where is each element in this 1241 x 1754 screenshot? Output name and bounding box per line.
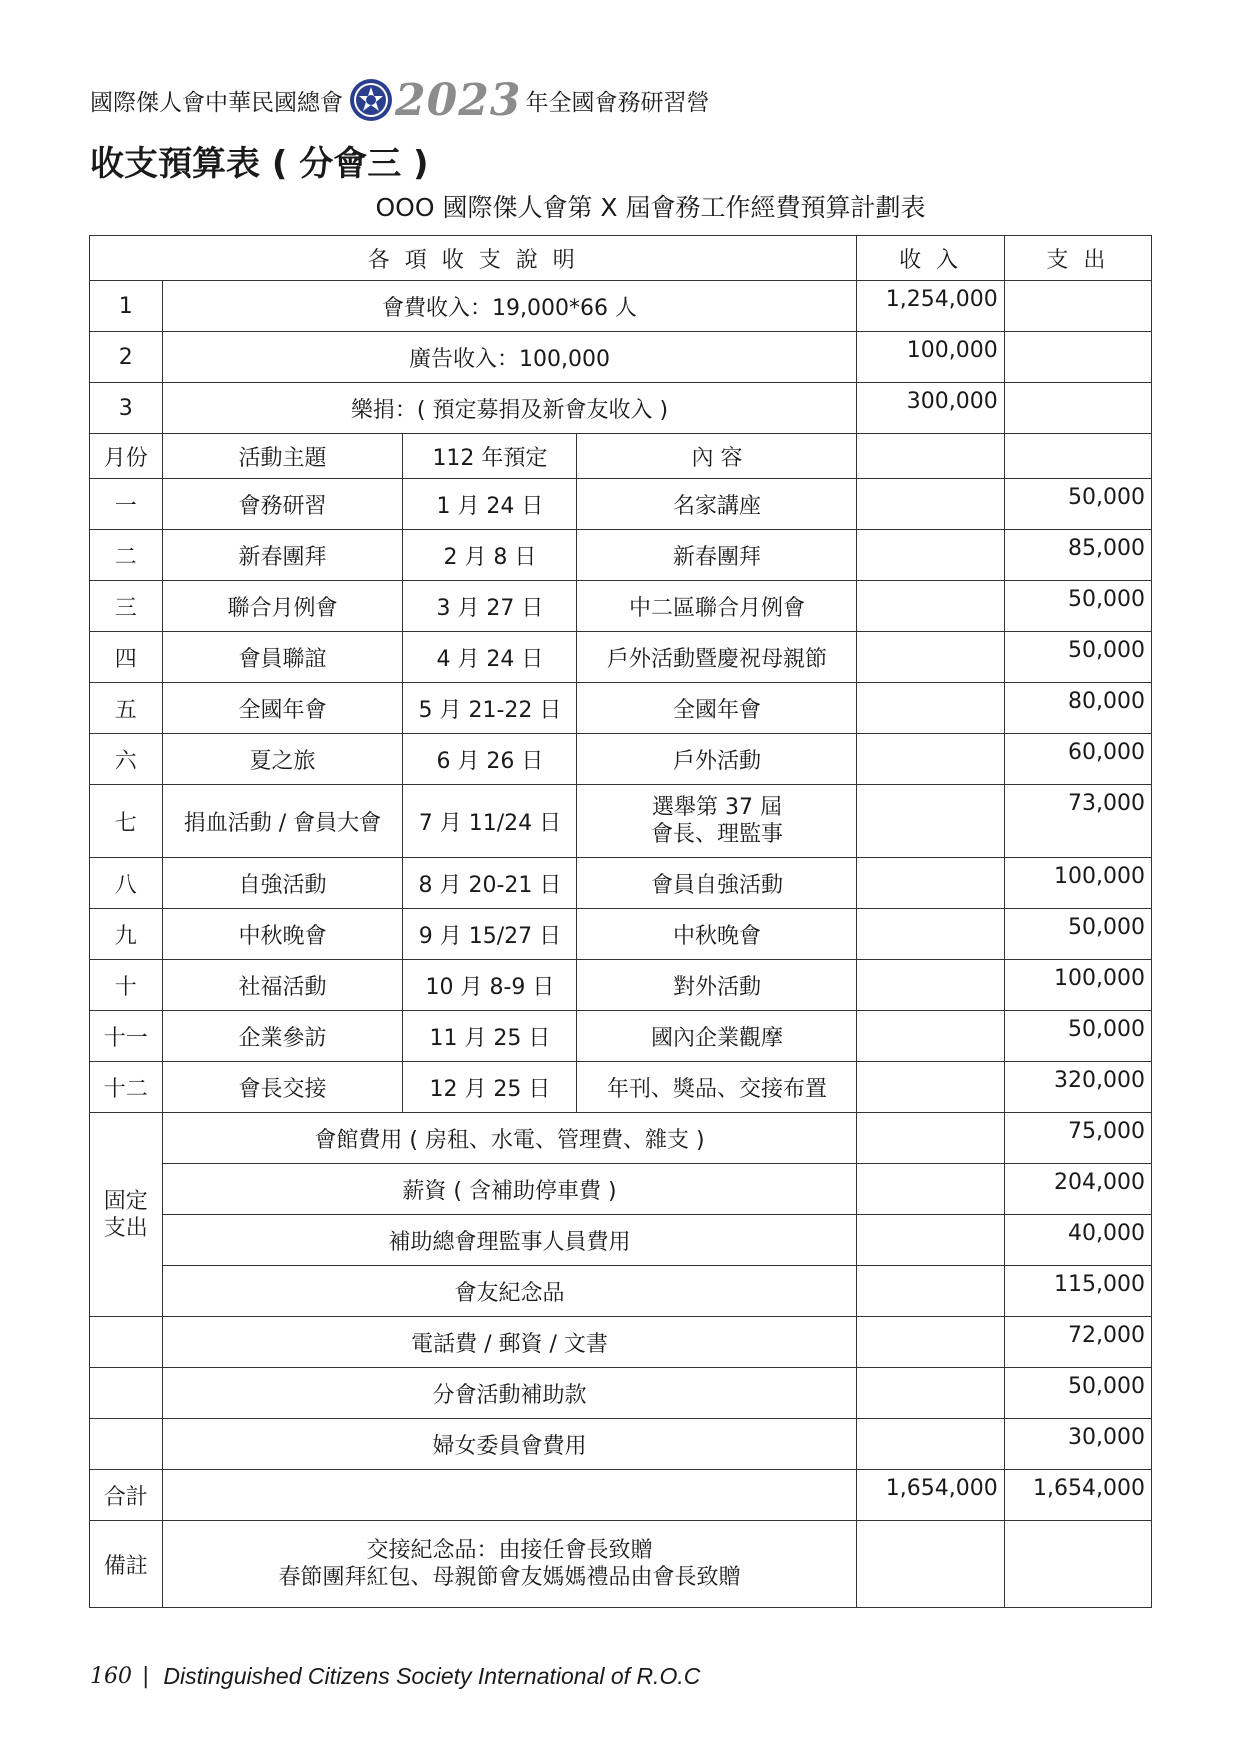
activity-content-line: 新春團拜 (672, 544, 761, 570)
header-expense: 支 出 (1004, 236, 1151, 281)
income-amount-empty (857, 479, 1004, 530)
other-expense-row (90, 1317, 1152, 1368)
row-label-empty (90, 1419, 163, 1470)
activity-row (90, 1062, 1152, 1113)
note-row (90, 1521, 1152, 1608)
activity-row (90, 479, 1152, 530)
activity-content-line: 名家講座 (672, 493, 761, 519)
activity-date: 11 月 25 日 (403, 1011, 577, 1062)
row-number: 1 (90, 281, 163, 332)
activity-content (577, 909, 857, 960)
activity-expense: 60,000 (1004, 734, 1151, 785)
activity-month: 三 (90, 581, 163, 632)
activity-content (577, 1011, 857, 1062)
activity-expense: 73,000 (1004, 785, 1151, 858)
budget-table (89, 235, 1152, 1608)
activity-theme: 自強活動 (162, 858, 403, 909)
activity-content-line: 戶外活動 (672, 748, 761, 774)
fixed-expense-amount: 204,000 (1004, 1164, 1151, 1215)
activity-month: 十 (90, 960, 163, 1011)
activity-month: 一 (90, 479, 163, 530)
fixed-expense-row (90, 1113, 1152, 1164)
income-amount-empty (857, 858, 1004, 909)
income-description: 廣告收入：100,000 (162, 332, 857, 383)
income-amount-empty (857, 434, 1004, 479)
activity-theme: 會長交接 (162, 1062, 403, 1113)
fixed-expense-label-line: 固定 (103, 1188, 148, 1214)
activity-date: 5 月 21-22 日 (403, 683, 577, 734)
income-amount: 1,254,000 (857, 281, 1004, 332)
activity-row (90, 734, 1152, 785)
activity-content-line: 年刊、獎品、交接布置 (606, 1076, 827, 1102)
income-amount-empty (857, 581, 1004, 632)
activity-content (577, 632, 857, 683)
activity-expense: 320,000 (1004, 1062, 1151, 1113)
activity-content-line: 全國年會 (672, 697, 761, 723)
running-header (90, 72, 709, 128)
activity-month: 八 (90, 858, 163, 909)
activity-date: 1 月 24 日 (403, 479, 577, 530)
income-amount-empty (857, 1266, 1004, 1317)
activity-row (90, 1011, 1152, 1062)
expense-amount-empty (1004, 332, 1151, 383)
activity-head-content: 內 容 (577, 434, 857, 479)
activity-expense: 50,000 (1004, 1011, 1151, 1062)
activity-content-line: 選舉第 37 屆 (651, 795, 782, 820)
page-number: 160 (90, 1664, 132, 1689)
fixed-expense-row (90, 1164, 1152, 1215)
income-amount-empty (857, 1011, 1004, 1062)
activity-content (577, 683, 857, 734)
activity-theme: 聯合月例會 (162, 581, 403, 632)
activity-date: 10 月 8-9 日 (403, 960, 577, 1011)
fixed-expense-amount: 75,000 (1004, 1113, 1151, 1164)
income-amount-empty (857, 530, 1004, 581)
other-expense-description: 分會活動補助款 (162, 1368, 857, 1419)
activity-theme: 企業參訪 (162, 1011, 403, 1062)
activity-expense: 50,000 (1004, 479, 1151, 530)
subtitle-text: OOO 國際傑人會第 X 屆會務工作經費預算計劃表 (375, 193, 926, 222)
total-row (90, 1470, 1152, 1521)
total-description-empty (162, 1470, 857, 1521)
activity-content-line: 會員自強活動 (650, 872, 783, 898)
activity-row (90, 960, 1152, 1011)
activity-row (90, 530, 1152, 581)
activity-row (90, 683, 1152, 734)
income-amount-empty (857, 1368, 1004, 1419)
footer-society: Distinguished Citizens Society International of R.O.C (163, 1663, 701, 1689)
activity-theme: 全國年會 (162, 683, 403, 734)
activity-date: 4 月 24 日 (403, 632, 577, 683)
income-description: 會費收入：19,000*66 人 (162, 281, 857, 332)
row-number: 3 (90, 383, 163, 434)
fixed-expense-amount: 40,000 (1004, 1215, 1151, 1266)
activity-month: 九 (90, 909, 163, 960)
activity-date: 3 月 27 日 (403, 581, 577, 632)
other-expense-row (90, 1419, 1152, 1470)
income-amount-empty (857, 1419, 1004, 1470)
activity-expense: 85,000 (1004, 530, 1151, 581)
page-title: 收支預算表 ( 分會三 ) (90, 144, 429, 184)
activity-content (577, 1062, 857, 1113)
header-income: 收 入 (857, 236, 1004, 281)
income-amount-empty (857, 1164, 1004, 1215)
note-text (162, 1521, 857, 1608)
other-expense-amount: 50,000 (1004, 1368, 1151, 1419)
total-label: 合計 (90, 1470, 163, 1521)
activity-date: 8 月 20-21 日 (403, 858, 577, 909)
expense-amount-empty (1004, 281, 1151, 332)
note-label: 備註 (90, 1521, 163, 1608)
activity-content (577, 530, 857, 581)
row-number: 2 (90, 332, 163, 383)
income-amount-empty (857, 1113, 1004, 1164)
activity-row (90, 909, 1152, 960)
activity-theme: 新春團拜 (162, 530, 403, 581)
expense-amount-empty (1004, 434, 1151, 479)
fixed-expense-amount: 115,000 (1004, 1266, 1151, 1317)
activity-content (577, 858, 857, 909)
activity-content (577, 581, 857, 632)
income-amount-empty (857, 1521, 1004, 1608)
activity-row (90, 785, 1152, 858)
table-header-row (90, 236, 1152, 281)
income-description: 樂捐：( 預定募捐及新會友收入 ) (162, 383, 857, 434)
income-amount-empty (857, 632, 1004, 683)
fixed-expense-description: 會友紀念品 (162, 1266, 857, 1317)
activity-row (90, 632, 1152, 683)
dcsi-logo-icon (349, 78, 393, 122)
income-amount-empty (857, 734, 1004, 785)
header-org: 國際傑人會中華民國總會 (90, 89, 343, 116)
header-year: 2023 (395, 74, 522, 126)
activity-head-month: 月份 (90, 434, 163, 479)
activity-content (577, 785, 857, 858)
activity-content-line: 戶外活動暨慶祝母親節 (606, 646, 827, 672)
income-amount: 100,000 (857, 332, 1004, 383)
activity-expense: 80,000 (1004, 683, 1151, 734)
total-expense: 1,654,000 (1004, 1470, 1151, 1521)
activity-date: 9 月 15/27 日 (403, 909, 577, 960)
fixed-expense-description: 會館費用 ( 房租、水電、管理費、雜支 ) (162, 1113, 857, 1164)
header-description: 各 項 收 支 說 明 (90, 236, 857, 281)
expense-amount-empty (1004, 383, 1151, 434)
activity-date: 6 月 26 日 (403, 734, 577, 785)
row-label-empty (90, 1368, 163, 1419)
income-amount-empty (857, 683, 1004, 734)
income-amount-empty (857, 785, 1004, 858)
activity-theme: 會員聯誼 (162, 632, 403, 683)
other-expense-row (90, 1368, 1152, 1419)
other-expense-amount: 30,000 (1004, 1419, 1151, 1470)
income-amount-empty (857, 909, 1004, 960)
other-expense-description: 婦女委員會費用 (162, 1419, 857, 1470)
income-row (90, 281, 1152, 332)
activity-month: 六 (90, 734, 163, 785)
activity-month: 五 (90, 683, 163, 734)
activity-expense: 50,000 (1004, 632, 1151, 683)
fixed-expense-description: 薪資 ( 含補助停車費 ) (162, 1164, 857, 1215)
activity-month: 二 (90, 530, 163, 581)
activity-expense: 100,000 (1004, 858, 1151, 909)
activity-content-line: 會長、理監事 (650, 822, 783, 847)
activity-row (90, 858, 1152, 909)
activity-head-theme: 活動主題 (162, 434, 403, 479)
activity-expense: 50,000 (1004, 581, 1151, 632)
fixed-expense-description: 補助總會理監事人員費用 (162, 1215, 857, 1266)
activity-row (90, 581, 1152, 632)
income-amount-empty (857, 1317, 1004, 1368)
row-label-empty (90, 1317, 163, 1368)
activity-expense: 100,000 (1004, 960, 1151, 1011)
activity-content (577, 960, 857, 1011)
other-expense-description: 電話費 / 郵資 / 文書 (162, 1317, 857, 1368)
note-text-line: 交接紀念品：由接任會長致贈 (366, 1538, 653, 1563)
total-income: 1,654,000 (857, 1470, 1004, 1521)
activity-date: 7 月 11/24 日 (403, 785, 577, 858)
income-amount-empty (857, 1215, 1004, 1266)
activity-theme: 社福活動 (162, 960, 403, 1011)
page-footer (90, 1663, 700, 1690)
activity-content-line: 中秋晚會 (672, 923, 761, 949)
activity-month: 四 (90, 632, 163, 683)
activity-content-line: 中二區聯合月例會 (628, 595, 805, 621)
activity-theme: 中秋晚會 (162, 909, 403, 960)
fixed-expense-row (90, 1266, 1152, 1317)
activity-header-row (90, 434, 1152, 479)
activity-theme: 夏之旅 (162, 734, 403, 785)
footer-separator: | (142, 1664, 150, 1689)
activity-month: 七 (90, 785, 163, 858)
income-amount-empty (857, 1062, 1004, 1113)
activity-content (577, 734, 857, 785)
activity-content (577, 479, 857, 530)
activity-expense: 50,000 (1004, 909, 1151, 960)
fixed-expense-label-line: 支出 (103, 1215, 148, 1241)
other-expense-amount: 72,000 (1004, 1317, 1151, 1368)
activity-month: 十一 (90, 1011, 163, 1062)
activity-theme: 捐血活動 / 會員大會 (162, 785, 403, 858)
activity-theme: 會務研習 (162, 479, 403, 530)
income-amount-empty (857, 960, 1004, 1011)
note-text-line: 春節團拜紅包、母親節會友媽媽禮品由會長致贈 (278, 1565, 741, 1590)
income-row (90, 383, 1152, 434)
income-amount: 300,000 (857, 383, 1004, 434)
expense-amount-empty (1004, 1521, 1151, 1608)
income-row (90, 332, 1152, 383)
activity-content-line: 對外活動 (672, 974, 761, 1000)
activity-content-line: 國內企業觀摩 (650, 1025, 783, 1051)
activity-date: 12 月 25 日 (403, 1062, 577, 1113)
fixed-expense-row (90, 1215, 1152, 1266)
activity-month: 十二 (90, 1062, 163, 1113)
header-event: 年全國會務研習營 (525, 89, 710, 116)
budget-table-body (90, 236, 1152, 1608)
activity-head-date: 112 年預定 (403, 434, 577, 479)
activity-date: 2 月 8 日 (403, 530, 577, 581)
table-subtitle (0, 188, 1241, 224)
fixed-expense-label (90, 1113, 163, 1317)
